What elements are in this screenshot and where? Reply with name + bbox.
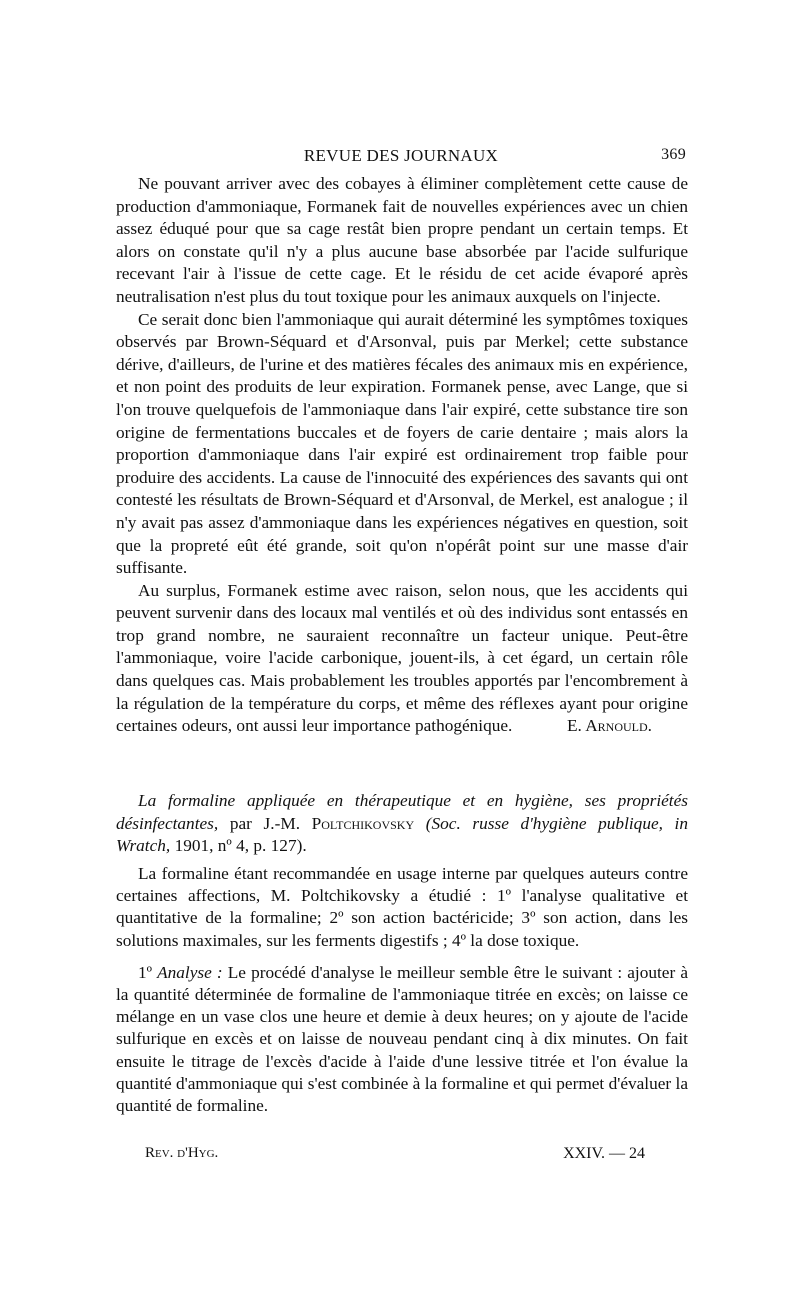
paragraph: La formaline étant recommandée en usage interne par quelques auteurs contre certaines affections, M. Poltchikovsky a étudié : 1º l'analyse qualitative et quantitative de la formaline; 2º son action bactéricide; 3º son action, dans les solutions maximales, sur les ferments digestifs ; 4º la dose toxique. (116, 864, 688, 950)
article-heading (116, 790, 688, 858)
article-by: par (229, 813, 252, 833)
article-formaline-body (116, 863, 688, 1117)
footer-signature-mark: XXIV. — 24 (563, 1145, 645, 1162)
article-formanek (116, 173, 688, 738)
article-reference: 1901, nº 4, p. 127). (174, 836, 307, 856)
paragraph-text: Le procédé d'analyse le meilleur semble être le suivant : ajouter à la quantité déterminée de formaline de l'ammoniaque titrée en excès; on laisse ce mélange en un vase clos une heure et demie à deux heures; on y ajoute de l'acide sulfurique en excès et on laisse de nouveau pendant cinq à dix minutes. On fait ensuite le titrage de l'excès d'acide à l'aide d'une lessive titrée et l'on évalue la quantité d'ammoniaque qui s'est combinée à la formaline et qui permet d'évaluer la quantité de formaline. (116, 962, 688, 1116)
page-footer (145, 1145, 645, 1167)
paragraph (116, 962, 688, 1117)
article-source: (Soc. russe d'hygiène publique, in Wratch, (116, 813, 688, 856)
running-header (116, 146, 686, 168)
article-title: La formaline appliquée en thérapeutique et en hygiène, ses propriétés désinfectantes, (116, 791, 688, 833)
section-label: Analyse : (157, 962, 223, 982)
paragraph-text: Au surplus, Formanek estime avec raison, selon nous, que les accidents qui peuvent survenir dans des locaux mal ventilés et où des individus sont entassés en trop grand nombre, ne sauraient reconnaître un facteur unique. Peut-être l'ammoniaque, voire l'acide carbonique, jouent-ils, à cet égard, un certain rôle dans quelques cas. Mais probablement les troubles apportés par l'encombrement à la régulation de la température du corps, et même des réflexes ayant pour origine certaines odeurs, ont aussi leur importance pathogénique. (116, 580, 688, 736)
paragraph: Ne pouvant arriver avec des cobayes à éliminer complètement cette cause de production d'ammoniaque, Formanek fait de nouvelles expériences avec un chien assez éduqué pour que sa cage restât bien propre pendant un certain temps. Et alors on constate qu'il n'y a plus aucune base absorbée par l'acide sulfurique recevant l'air à l'issue de cette cage. Et le résidu de cet acide évaporé après neutralisation n'est plus du tout toxique pour les animaux auxquels on l'injecte. (116, 174, 688, 306)
running-title: REVUE DES JOURNAUX (303, 146, 499, 165)
page-number: 369 (661, 146, 686, 163)
paragraph: Ce serait donc bien l'ammoniaque qui aurait déterminé les symptômes toxiques observés par Brown-Séquard et d'Arsonval, puis par Merkel; cette substance dérive, d'ailleurs, de l'urine et des matières fécales des animaux mis en expérience, et non point des produits de leur expiration. Formanek pense, avec Lange, que si l'on trouve quelquefois de l'ammoniaque dans l'air expiré, cette substance tire son origine de fermentations buccales et de foyers de carie dentaire ; mais alors la proportion d'ammoniaque dans l'air expiré est ordinairement trop faible pour produire des accidents. La cause de l'innocuité des expériences des savants qui ont contesté les résultats de Brown-Séquard et d'Arsonval, de Merkel, est analogue ; il n'y avait pas assez d'ammoniaque dans les expériences négatives en question, soit que la propreté eût été grande, soit qu'on n'opérât point sur une masse d'air suffisante. (116, 309, 688, 578)
footer-journal: Rev. d'Hyg. (145, 1145, 219, 1161)
section-number: 1º (138, 962, 152, 982)
author-signature: E. Arnould. (566, 716, 652, 736)
article-author: J.-M. Poltchikovsky (263, 813, 415, 833)
paragraph (116, 580, 688, 738)
